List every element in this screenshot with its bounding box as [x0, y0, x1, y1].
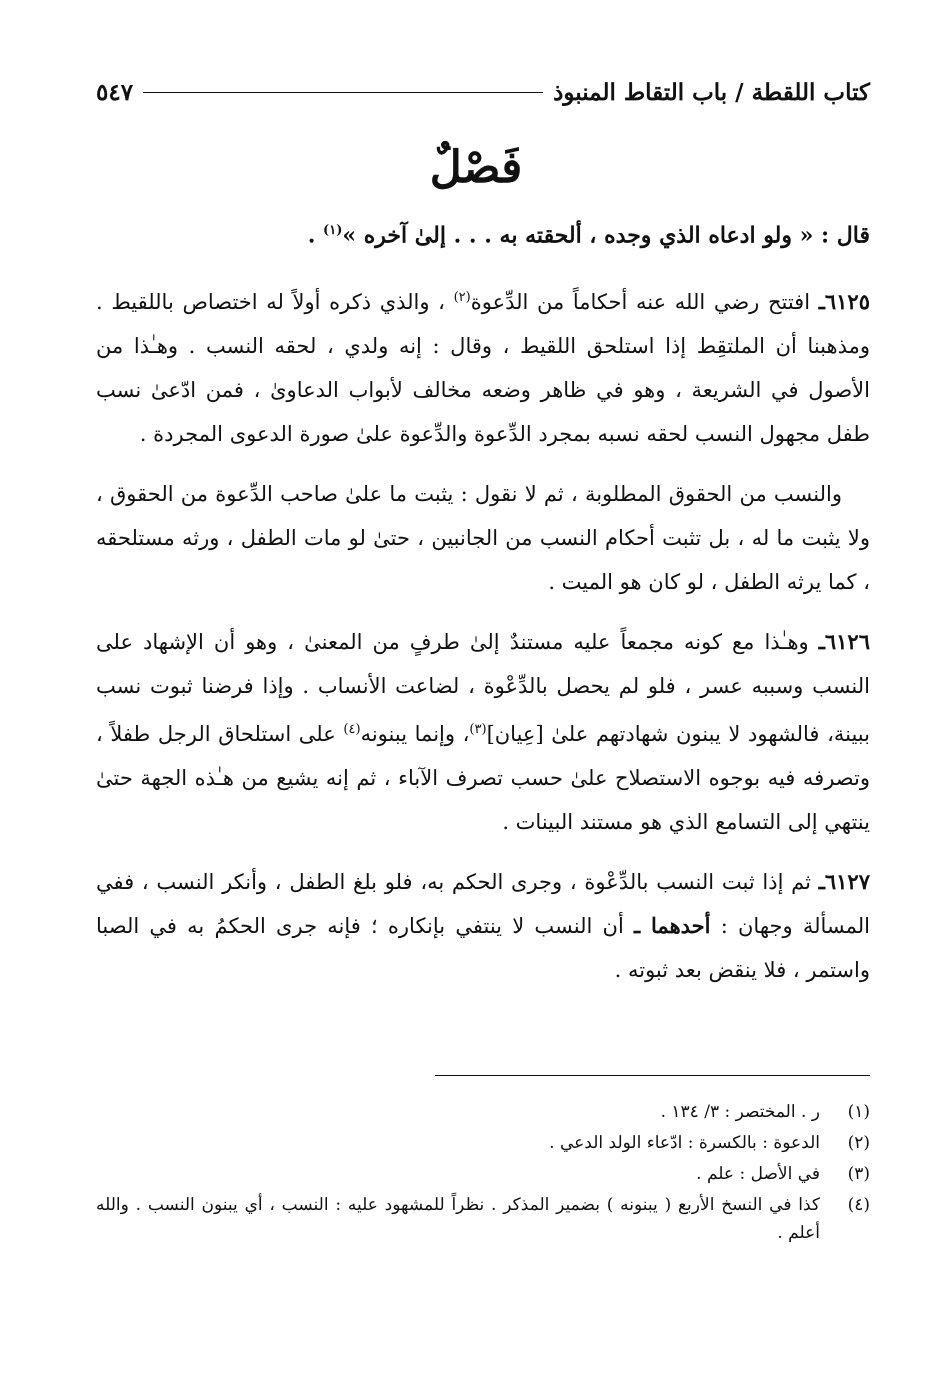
paragraph-text: أن النسب لا ينتفي بإنكاره ؛ فإنه جرى الحكمُ به في الصبا واستمر ، فلا ينقض بعد ثبوته . [96, 914, 870, 982]
footnote-text: في الأصل : علم . [696, 1164, 820, 1184]
footnote [96, 1098, 870, 1126]
footnote-number: (٤) [847, 1195, 870, 1215]
footnote-ref: (٢) [453, 290, 471, 305]
footnote-separator [435, 1075, 870, 1076]
footnote-number: (١) [847, 1102, 870, 1122]
page-number: ٥٤٧ [96, 78, 134, 106]
paragraph-text: على استلحاق الرجل طفلاً ، وتصرفه فيه بوجوه الاستصلاح علىٰ حسب تصرف الآباء ، ثم إنه يشيع من هـٰذه الجهة حتىٰ ينتهي إلى التسامع الذي هو مستند البينات . [96, 722, 870, 834]
footnote-number: (٢) [847, 1133, 870, 1153]
footnote-ref: (١) [323, 223, 343, 238]
footnotes [96, 1098, 870, 1250]
paragraph-text: والنسب من الحقوق المطلوبة ، ثم لا نقول : يثبت ما علىٰ صاحب الدِّعوة من الحقوق ، ولا يثبت ما له ، بل تثبت أحكام النسب من الجانبين ، حتىٰ لو مات الطفل ، ورثه مستلحقه ، كما يرثه الطفل ، لو كان هو الميت . [96, 482, 870, 594]
qala-end: . [307, 222, 324, 249]
qala-text: قال : « ولو ادعاه الذي وجده ، ألحقته به . . . إلىٰ آخره » [342, 222, 870, 249]
footnote-ref: (٣) [469, 722, 487, 737]
paragraph-continuation [96, 472, 870, 604]
paragraph-text: ، والذي ذكره أولاً له اختصاص باللقيط . ومذهبنا أن الملتقِط إذا استلحق اللقيط ، وقال : إنه ولدي ، لحقه النسب . وهـٰذا من الأصول في الشريعة ، وهو في ظاهر وضعه مخالف لأبواب الدعاوىٰ ، فمن ادّعىٰ نسب طفل مجهول النسب لحقه نسبه بمجرد الدِّعوة والدِّعوة علىٰ صورة الدعوى المجردة . [96, 290, 870, 446]
header-title: كتاب اللقطة / باب التقاط المنبوذ [553, 78, 870, 106]
footnote [96, 1129, 870, 1157]
paragraph-6127 [96, 860, 870, 992]
paragraph-text: ثم إذا ثبت النسب بالدِّعْوة ، وجرى الحكم به، فلو بلغ الطفل ، وأنكر النسب ، ففي المسألة وجهان : [96, 870, 871, 938]
footnote-ref: (٤) [343, 722, 361, 737]
paragraph-text: وهـٰذا مع كونه مجمعاً عليه مستندٌ إلىٰ طرفٍ من المعنىٰ ، وهو أن الإشهاد على النسب وسببه عسر ، فلو لم يحصل بالدِّعْوة ، لضاعت الأنساب . وإذا فرضنا ثبوت نسب ببينة، فالشهود لا يبنون شهادتهم علىٰ [عِيان] [96, 630, 870, 746]
paragraph-6126 [96, 620, 870, 844]
paragraph-number: ٦١٢٦ـ [818, 629, 870, 654]
footnote-text: ر . المختصر : ٣/ ١٣٤ . [660, 1102, 820, 1122]
footnote [96, 1160, 870, 1188]
main-text [96, 276, 870, 1008]
qala-line [96, 210, 870, 256]
footnote [96, 1191, 870, 1247]
header-rule [143, 92, 543, 93]
paragraph-bold-text: أحدهما ـ [634, 913, 711, 938]
running-header [96, 72, 870, 112]
footnote-text: كذا في النسخ الأربع ( يبنونه ) بضمير المذكر . نظراً للمشهود عليه : النسب ، أي يبنون النسب . والله أعلم . [96, 1195, 820, 1243]
footnote-text: الدعوة : بالكسرة : ادّعاء الولد الدعي . [549, 1133, 820, 1153]
paragraph-number: ٦١٢٧ـ [818, 869, 870, 894]
paragraph-6125 [96, 276, 870, 456]
paragraph-number: ٦١٢٥ـ [818, 289, 870, 314]
section-heading: فَصْلٌ [429, 142, 523, 193]
footnote-number: (٣) [847, 1164, 870, 1184]
paragraph-text: ، وإنما يبنونه [360, 722, 470, 746]
paragraph-text: افتتح رضي الله عنه أحكاماً من الدِّعوة [470, 290, 819, 314]
